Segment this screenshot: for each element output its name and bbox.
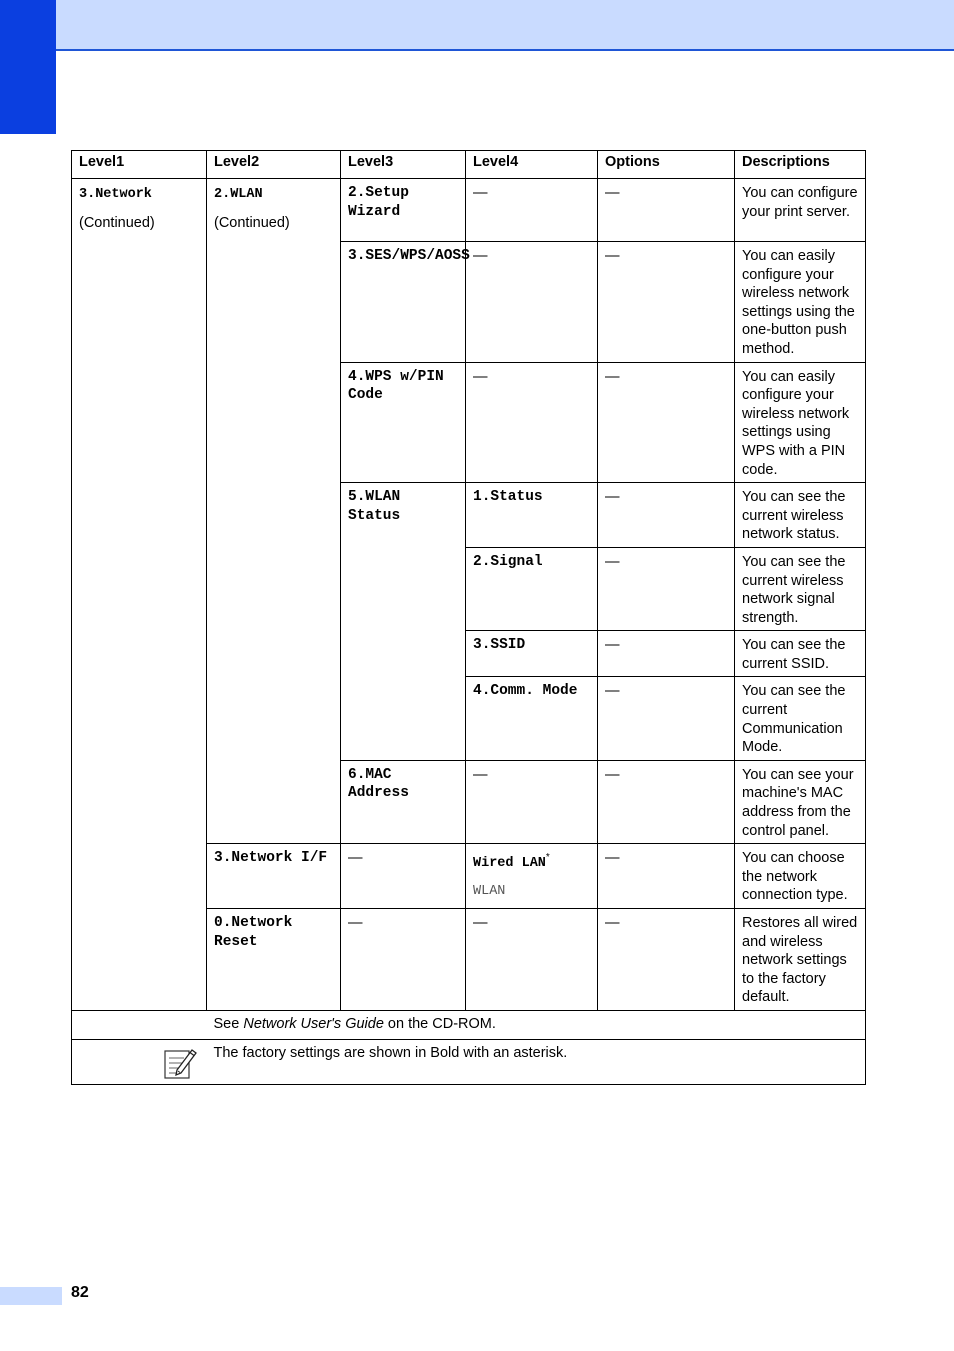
options-cell: — — [598, 547, 735, 630]
header-band — [0, 0, 954, 51]
factory-note-row — [72, 1039, 866, 1084]
col-header-level2: Level2 — [207, 151, 341, 179]
menu-settings-table — [71, 150, 866, 1085]
options-cell: — — [598, 483, 735, 548]
note-pencil-icon — [164, 1046, 198, 1086]
level4-cell: 1.Status — [466, 483, 598, 548]
options-cell: — — [598, 631, 735, 677]
see-note-suffix: on the CD-ROM. — [383, 1015, 496, 1032]
level2-wlan-cell — [207, 179, 341, 844]
level2-label: 2.WLAN — [214, 187, 263, 202]
col-header-level4: Level4 — [466, 151, 598, 179]
options-cell: — — [598, 362, 735, 483]
level1-cell — [72, 179, 207, 1011]
description-cell: You can see the current wireless network status. — [735, 483, 866, 548]
level3-cell: 3.SES/WPS/AOSS — [341, 242, 466, 363]
page-number: 82 — [71, 1284, 89, 1301]
level4-cell: — — [466, 179, 598, 242]
level4-cell: 4.Comm. Mode — [466, 677, 598, 760]
col-header-level1: Level1 — [72, 151, 207, 179]
level4-default-option: Wired LAN — [473, 856, 546, 872]
guide-title: Network User's Guide — [243, 1015, 384, 1032]
chapter-tab — [0, 0, 56, 134]
default-asterisk: * — [545, 852, 550, 864]
see-note-row — [72, 1010, 866, 1039]
description-cell: You can see the current SSID. — [735, 631, 866, 677]
level4-alt-option: WLAN — [473, 883, 506, 899]
level3-cell: 5.WLAN Status — [341, 483, 466, 761]
table-header-row — [72, 151, 866, 179]
level2-continued: (Continued) — [214, 214, 290, 231]
options-cell: — — [598, 844, 735, 909]
see-note-prefix: See — [213, 1015, 244, 1032]
options-cell: — — [598, 677, 735, 760]
level3-cell: 4.WPS w/PIN Code — [341, 362, 466, 483]
see-note — [207, 1010, 866, 1039]
description-cell: You can configure your print server. — [735, 179, 866, 242]
level4-cell: — — [466, 760, 598, 843]
options-cell: — — [598, 760, 735, 843]
level3-cell: 2.Setup Wizard — [341, 179, 466, 242]
description-cell: You can see the current Communication Mode. — [735, 677, 866, 760]
description-cell: You can see the current wireless network signal strength. — [735, 547, 866, 630]
description-cell: You can see your machine's MAC address from the control panel. — [735, 760, 866, 843]
level3-cell: — — [341, 844, 466, 909]
options-cell: — — [598, 242, 735, 363]
level4-cell: 2.Signal — [466, 547, 598, 630]
options-cell: — — [598, 179, 735, 242]
col-header-descriptions: Descriptions — [735, 151, 866, 179]
description-cell: You can easily configure your wireless network settings using the one-button push method. — [735, 242, 866, 363]
level3-cell: — — [341, 909, 466, 1011]
description-cell: You can easily configure your wireless network settings using WPS with a PIN code. — [735, 362, 866, 483]
col-header-level3: Level3 — [341, 151, 466, 179]
level2-cell: 0.Network Reset — [207, 909, 341, 1011]
table-row — [72, 179, 866, 242]
level4-cell: — — [466, 242, 598, 363]
col-header-options: Options — [598, 151, 735, 179]
level4-cell: 3.SSID — [466, 631, 598, 677]
level4-cell: — — [466, 909, 598, 1011]
level4-cell: — — [466, 362, 598, 483]
level1-label: 3.Network — [79, 187, 152, 202]
description-cell: You can choose the network connection type. — [735, 844, 866, 909]
level1-continued: (Continued) — [79, 214, 155, 231]
factory-note: The factory settings are shown in Bold with an asterisk. — [207, 1039, 866, 1084]
footer-band — [0, 1287, 62, 1305]
description-cell: Restores all wired and wireless network settings to the factory default. — [735, 909, 866, 1011]
level3-cell: 6.MAC Address — [341, 760, 466, 843]
level2-cell: 3.Network I/F — [207, 844, 341, 909]
options-cell: — — [598, 909, 735, 1011]
level4-cell — [466, 844, 598, 909]
